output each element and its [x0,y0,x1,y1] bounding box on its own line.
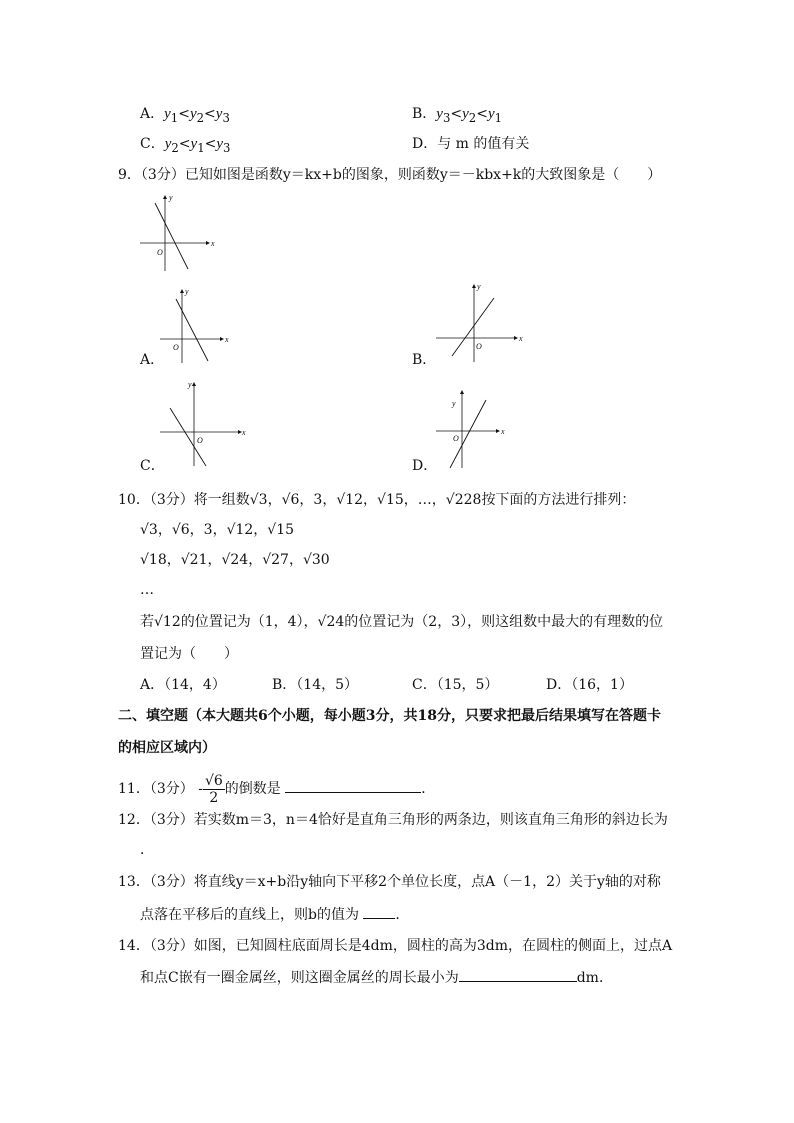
q10-row-2: √18，√21，√24，√27，√30 [140,552,330,568]
y-axis-label: y [169,193,173,202]
y-axis-label: y [477,282,481,291]
q9-option-d-label: D． [412,458,438,474]
x-axis-label: x [242,428,246,437]
q14-line-2: 和点C嵌有一圈金属丝，则这圈金属丝的周长最小为 dm． [140,967,613,988]
q10-row-1: √3，√6，3，√12，√15 [140,522,295,538]
origin-label: O [476,342,482,351]
q9-given-graph [140,193,215,273]
q11: 11．（3分） - $\frac{√6}{2}$ 的倒数是 ． [118,772,436,806]
q10-option-b: B．（14，5） [272,677,359,693]
y-axis-label: y [188,380,192,389]
q9-option-c-label: C． [140,458,165,474]
q8-option-b: B．$y_3<y_2<y_1$ [412,106,503,125]
q10-option-a: A．（14，4） [140,677,226,693]
q9-option-a-graph [160,285,235,365]
q10-option-d: D．（16，1） [546,677,633,693]
q9-option-d-graph [436,386,508,471]
q10-ellipsis: … [140,582,154,598]
q10-condition: 若√12的位置记为（1，4），√24的位置记为（2，3），则这组数中最大的有理数的位 [140,614,664,630]
q13-answer-blank[interactable] [363,904,395,919]
q8-option-d: D．与 m 的值有关 [412,136,530,152]
origin-label: O [157,248,163,257]
q8-option-c: C．$y_2<y_1<y_3$ [140,136,231,155]
section-2-title-2: 的相应区域内） [118,740,216,756]
q10-condition-2: 置记为（ ） [140,646,238,662]
x-axis-label: x [519,334,523,343]
q14-answer-blank[interactable] [459,967,577,982]
q11-fraction: $\frac{√6}{2}$ [204,772,223,806]
origin-label: O [453,434,459,443]
y-axis-label: y [452,399,456,408]
y-axis-label: y [185,287,189,296]
section-2-title: 二、填空题（本大题共6个小题，每小题3分，共18分，只要求把最后结果填写在答题卡 [118,708,661,724]
q9-stem: 9．（3分）已知如图是函数y＝kx+b的图象，则函数y＝－kbx+k的大致图象是（ ） [118,167,662,183]
q9-option-a-label: A． [140,352,165,368]
origin-label: O [197,436,203,445]
q10-stem: 10．（3分）将一组数√3，√6，3，√12，√15，…，√228按下面的方法进行排列： [118,492,636,508]
q12: 12．（3分）若实数m＝3，n＝4恰好是直角三角形的两条边，则该直角三角形的斜边长为 [118,812,668,828]
q10-option-c: C．（15，5） [412,677,499,693]
q8-option-a: A．$y_1<y_2<y_3$ [140,106,230,125]
q13: 13．（3分）将直线y＝x+b沿y轴向下平移2个单位长度，点A（－1，2）关于y轴的对称 [118,874,661,890]
q13-line-2: 点落在平移后的直线上，则b的值为 ． [140,904,409,925]
q8-option-d-text: 与 m 的值有关 [437,136,530,152]
q12-end: ． [140,842,154,858]
q11-minus: - [198,781,203,797]
q14: 14．（3分）如图，已知圆柱底面周长是4dm，圆柱的高为3dm，在圆柱的侧面上，过点A [118,938,673,954]
q9-option-c-graph [160,378,245,468]
q9-option-b-label: B． [412,352,437,368]
x-axis-label: x [501,427,505,436]
origin-label: O [173,343,179,352]
x-axis-label: x [211,239,215,248]
q9-option-b-graph [436,280,526,365]
q11-answer-blank[interactable] [285,778,421,793]
q10-number-list: √3，√6，3，√12，√15，…，√228 [249,492,482,508]
x-axis-label: x [225,335,229,344]
